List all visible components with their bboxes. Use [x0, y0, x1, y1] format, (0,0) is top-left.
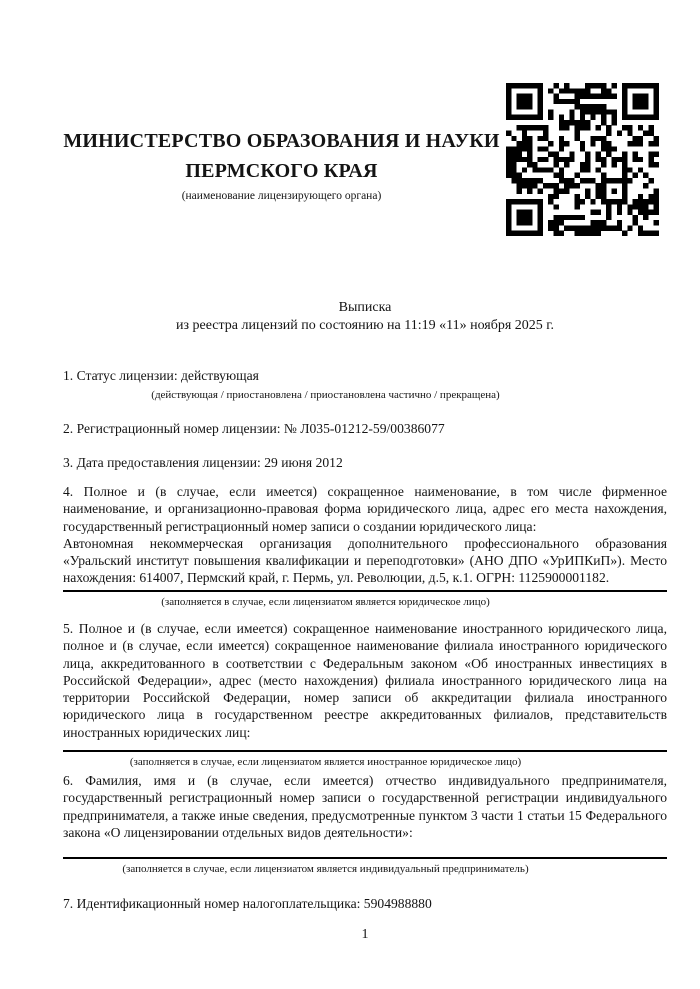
document-title: Выписка: [338, 300, 392, 315]
item-1-license-status: [63, 367, 667, 403]
item-6-individual-entrepreneur: [63, 772, 667, 877]
grant-date-text: 3. Дата предоставления лицензии: 29 июня 2012: [63, 455, 343, 470]
license-status-text: 1. Статус лицензии: действующая: [63, 368, 259, 383]
legal-entity-value: Автономная некоммерческая организация дополнительного профессионального образования «Уральский институт повышения квалификации и переподготовки» (АНО ДПО «УрИПКиП»). Место нахождения: 614007, Пермский край, г. Пермь, ул. Революции, д.5, к.1. ОГРН: 1125900001182.: [63, 535, 667, 586]
licensing-authority-caption: (наименование лицензирующего органа): [181, 190, 382, 202]
divider-individual-entrepreneur: [63, 857, 667, 859]
taxpayer-number-text: 7. Идентификационный номер налогоплательщика: 5904988880: [63, 896, 432, 911]
individual-entrepreneur-label: 6. Фамилия, имя и (в случае, если имеется) отчество индивидуального предпринимателя, государственный регистрационный номер записи о государственной регистрации индивидуального предпринимателя, а также иные сведения, предусмотренные пунктом 3 части 1 статьи 15 Федерального закона «О лицензировании отдельных видов деятельности»:: [63, 773, 667, 840]
divider-legal-entity: [63, 590, 667, 592]
item-2-registration-number: [63, 420, 667, 437]
licensing-authority-name-line1: МИНИСТЕРСТВО ОБРАЗОВАНИЯ И НАУКИ: [63, 130, 500, 152]
licensing-authority-name-line2: ПЕРМСКОГО КРАЯ: [185, 160, 378, 182]
licensing-authority-block: [63, 126, 500, 204]
legal-entity-note: (заполняется в случае, если лицензиатом является юридическое лицо): [161, 595, 490, 608]
individual-entrepreneur-note: (заполняется в случае, если лицензиатом является индивидуальный предприниматель): [122, 863, 529, 876]
item-5-foreign-entity: [63, 620, 667, 770]
document-title-block: [63, 299, 667, 335]
qr-code: [506, 83, 659, 236]
item-4-legal-entity: [63, 483, 667, 610]
registration-number-text: 2. Регистрационный номер лицензии: № Л035-01212-59/00386077: [63, 421, 445, 436]
legal-entity-label: 4. Полное и (в случае, если имеется) сокращенное наименование, в том числе фирменное наименование, и организационно-правовая форма юридического лица, адрес его места нахождения, государственный регистрационный номер записи о создании юридического лица:: [63, 484, 667, 534]
document-subtitle: из реестра лицензий по состоянию на 11:19 «11» ноября 2025 г.: [176, 318, 554, 333]
license-status-options-note: (действующая / приостановлена / приостановлена частично / прекращена): [151, 389, 500, 402]
qr-code-icon: [506, 83, 659, 236]
foreign-entity-note: (заполняется в случае, если лицензиатом является иностранное юридическое лицо): [129, 756, 522, 769]
foreign-entity-label: 5. Полное и (в случае, если имеется) сокращенное наименование иностранного юридического лица, полное и (в случае, если имеется) сокращенное наименование филиала иностранного юридического лица, аккредитованного в соответствии с Федеральным законом «Об иностранных инвестициях в Российской Федерации», адрес (место нахождения) филиала иностранного юридического лица на территории Российской Федерации, номер записи об аккредитации филиала иностранного юридического лица в государственном реестре аккредитованных филиалов, представительств иностранных юридических лиц:: [63, 621, 667, 740]
divider-foreign-entity: [63, 750, 667, 752]
item-7-taxpayer-number: [63, 895, 667, 912]
item-3-grant-date: [63, 454, 667, 471]
page-number: 1: [361, 927, 369, 942]
